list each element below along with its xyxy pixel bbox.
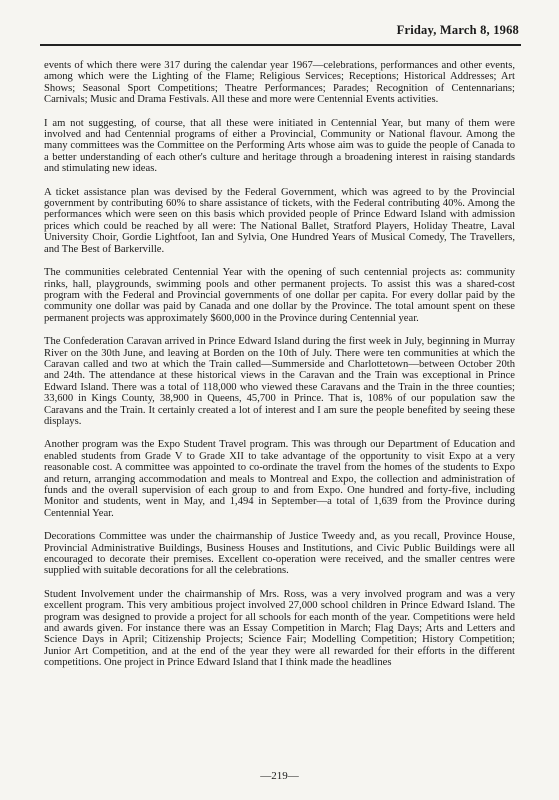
header-date: Friday, March 8, 1968 (396, 23, 519, 37)
paragraph-expo-travel: Another program was the Expo Student Travel program. This was through our Department of Education and enabled students from Grade V to Grade XII to take advantage of the opportunity to visit Expo at a very reasonable cost. A committee was appointed to co-ordinate the travel from the homes of the students to Expo and return, arranging accommodation and meals to Montreal and Expo, the collection and administration of funds and the overall supervision of each group to and from Expo. One hundred and forty-five, including Monitor and students, went in May, and 1,494 in September—a total of 1,639 from the Province during Centennial Year. (44, 439, 515, 519)
page-header (40, 20, 519, 40)
paragraph-events: events of which there were 317 during the calendar year 1967—celebrations, performances and other events, among which were the Lighting of the Flame; Religious Services; Receptions; Historical Addresses; Art Shows; Seasonal Sport Competitions; Theatre Performances; Parades; Recognition of Centennarians; Carnivals; Music and Drama Festivals. All these and more were Centennial Events activities. (44, 60, 515, 106)
paragraph-performing-arts: I am not suggesting, of course, that all these were initiated in Centennial Year, but many of them were involved and had Centennial programs of either a Provincial, Community or National flavour. Among the many committees was the Committee on the Performing Arts whose aim was to guide the people of Canada to a better understanding of each other's culture and heritage through a broadening interest in raising standards and stimulating new ideas. (44, 117, 515, 175)
paragraph-student-involvement: Student Involvement under the chairmanship of Mrs. Ross, was a very involved program and was a very excellent program. This very ambitious project involved 27,000 school children in Prince Edward Island. The program was designed to provide a project for all schools for each month of the year. Competitions were held and awards given. For instance there was an Essay Competition in March; Flag Days; Arts and Letters and Science Days in April; Citizenship Projects; Science Fair; Modelling Competition; History Competition; Junior Art Competition, and at the end of the year they were all rewarded for their efforts in the different competitions. One project in Prince Edward Island that I think made the headlines (44, 588, 515, 669)
page-number: —219— (260, 770, 299, 782)
paragraph-community-projects: The communities celebrated Centennial Year with the opening of such centennial projects as: community rinks, hall, playgrounds, swimming pools and other permanent projects. To assist this was a shared-cost program with the Federal and Provincial governments of one dollar per capita. For every dollar paid by the community one dollar was paid by Canada and one dollar by the Province. The total amount spent on these permanent projects was approximately $600,000 in the Province during Centennial year. (44, 267, 515, 324)
paragraph-decorations: Decorations Committee was under the chairmanship of Justice Tweedy and, as you recall, Province House, Provincial Administrative Buildings, Business Houses and Institutions, and Civic Public Buildings were all encouraged to decorate their premises. Excellent co-operation were received, and the smaller centres were supplied with suitable decorations for all the celebrations. (44, 531, 515, 577)
document-body (44, 60, 515, 681)
paragraph-confederation-caravan: The Confederation Caravan arrived in Prince Edward Island during the first week in July, beginning in Murray River on the 30th June, and leaving at Borden on the 10th of July. There were ten communities at which the Caravan called and two at which the Train called—Summerside and Charlottetown—between October 20th and 24th. The attendance at these historical views in the Caravan and the Train was exceptional in Prince Edward Island. There was a total of 118,000 who viewed these Caravans and the Train in the three counties; 33,600 in Kings County, 38,900 in Queens, 45,700 in Prince. That is, 108% of our population saw the Caravans and the Train. It certainly created a lot of interest and I am sure the people benefited by seeing these displays. (44, 336, 515, 427)
paragraph-ticket-assistance: A ticket assistance plan was devised by the Federal Government, which was agreed to by the Provincial government by contributing 60% to share assistance of tickets, with the Federal contributing 40%. Among the performances which were seen on this basis which provided people of Prince Edward Island with admission prices which could be reached by all were: The National Ballet, Stratford Players, Holiday Theatre, Laval University Choir, Gordie Lightfoot, Ian and Sylvia, One Hundred Years of Musical Comedy, The Travellers, and The Best of Barkerville. (44, 186, 515, 255)
header-rule (40, 44, 521, 46)
